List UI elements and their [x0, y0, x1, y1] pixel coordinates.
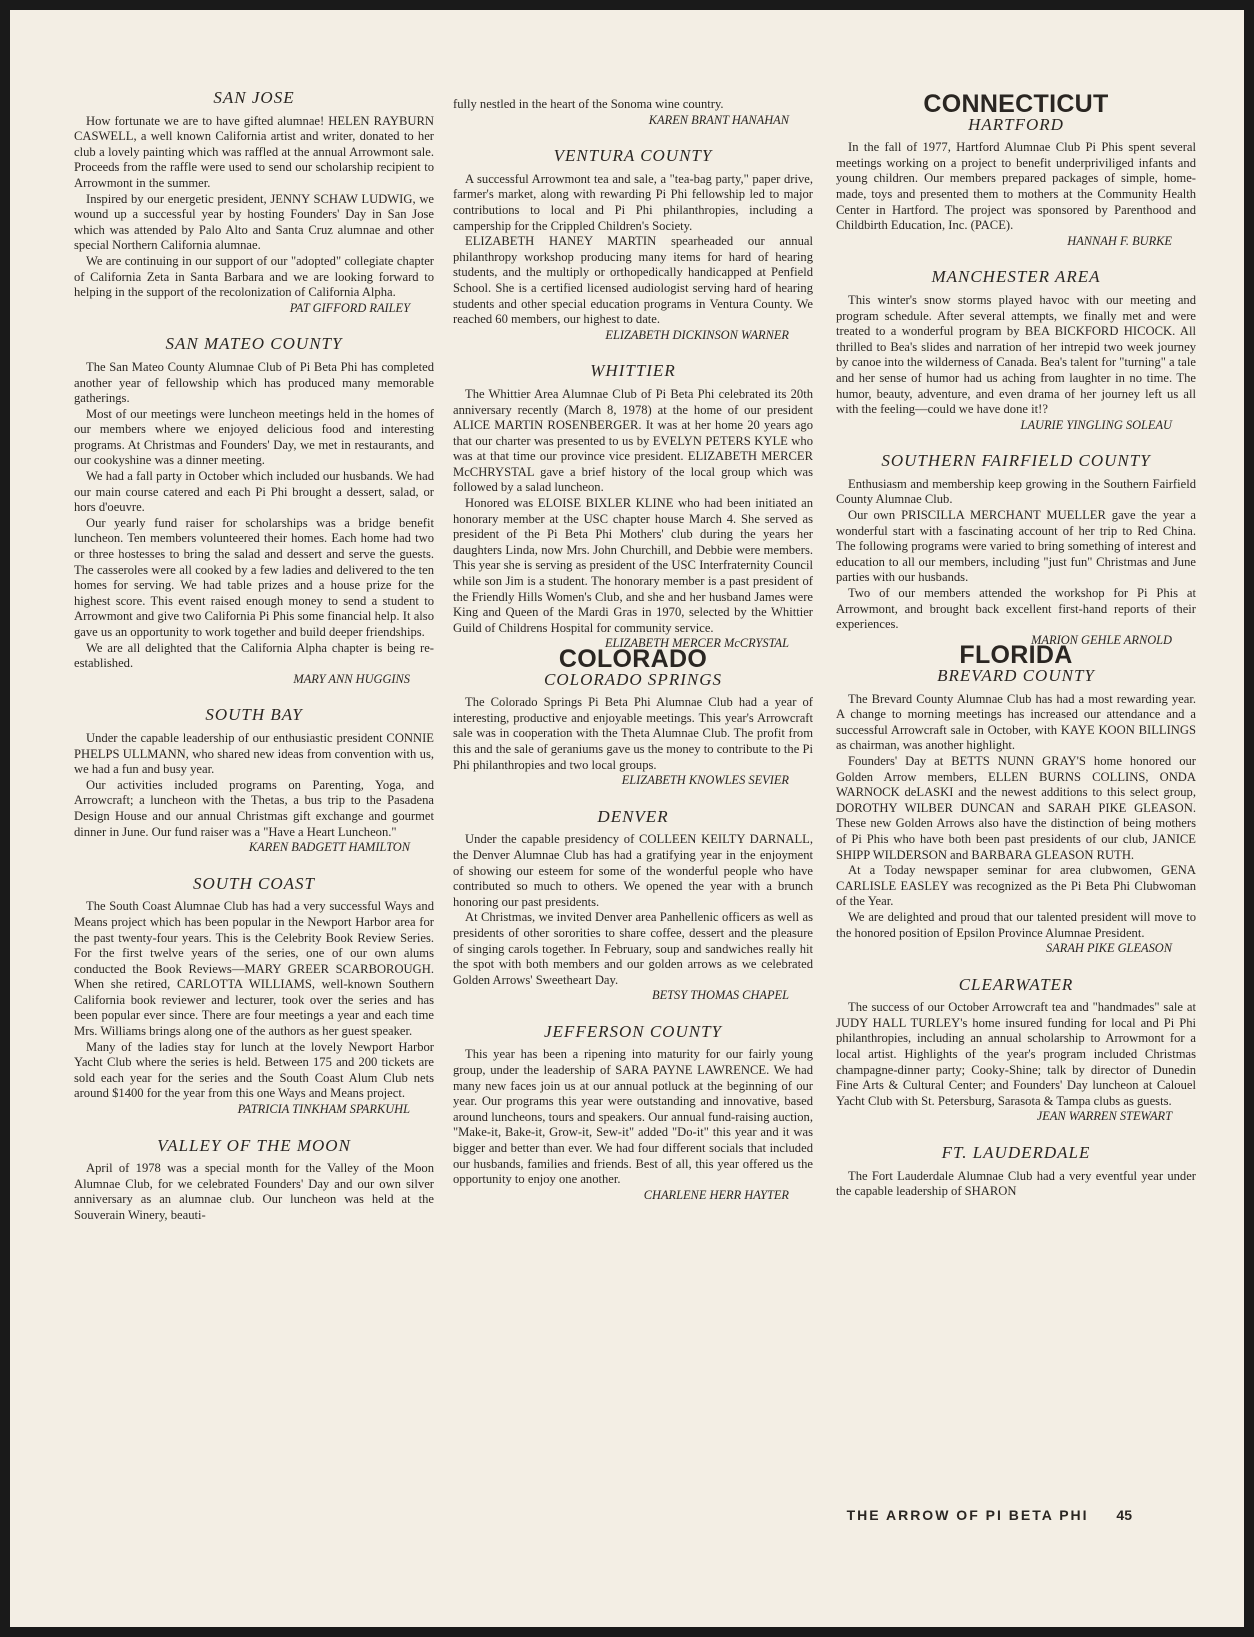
body-paragraph: The Fort Lauderdale Alumnae Club had a very eventful year under the capable leadership of SHARON	[836, 1168, 1196, 1199]
author-signature: MARY ANN HUGGINS	[293, 671, 410, 686]
body-paragraph: How fortunate we are to have gifted alumnae! HELEN RAYBURN CASWELL, a well known California artist and writer, donated to her club a lovely painting which was raffled at the annual Arrowmont sale. Proceeds from the raffle were used to send our scholarship recipient to Arrowmont in the summer.	[74, 113, 434, 190]
club-report	[453, 148, 813, 343]
club-heading: SAN JOSE	[213, 88, 295, 107]
club-heading: SOUTHERN FAIRFIELD COUNTY	[881, 451, 1151, 471]
column-3	[836, 90, 1196, 1200]
author-signature: LAURIE YINGLING SOLEAU	[1020, 417, 1172, 432]
club-report	[836, 641, 1196, 956]
author-signature: BETSY THOMAS CHAPEL	[652, 988, 789, 1003]
club-report	[836, 453, 1196, 648]
club-heading: WHITTIER	[590, 361, 676, 381]
club-report	[836, 269, 1196, 433]
author-signature: HANNAH F. BURKE	[1067, 233, 1172, 248]
club-heading: HARTFORD	[968, 114, 1064, 134]
body-paragraph: At a Today newspaper seminar for area clubwomen, GENA CARLISLE EASLEY was recognized as the Pi Beta Phi Clubwoman of the Year.	[836, 863, 1196, 909]
page-footer	[847, 1507, 1132, 1523]
author-signature: ELIZABETH DICKINSON WARNER	[605, 327, 789, 342]
club-heading: COLORADO SPRINGS	[544, 669, 722, 689]
body-paragraph: fully nestled in the heart of the Sonoma wine country.	[453, 97, 724, 111]
club-report	[453, 97, 813, 128]
body-paragraph: Inspired by our energetic president, JENNY SCHAW LUDWIG, we wound up a successful year by hosting Founders' Day in San Jose which was attended by Palo Alto and Santa Cruz alumnae and other special Northern California alumnae.	[74, 191, 434, 253]
club-heading: FT. LAUDERDALE	[941, 1143, 1091, 1163]
body-paragraph: We had a fall party in October which included our husbands. We had our main course catered and each Pi Phi brought a dessert, salad, or hors d'oeuvre.	[74, 469, 434, 515]
column-2	[453, 97, 813, 1203]
body-paragraph: Under the capable leadership of our enthusiastic president CONNIE PHELPS ULLMANN, who shared new ideas from convention with us, we had a fun and busy year.	[74, 730, 434, 777]
body-paragraph: Our yearly fund raiser for scholarships was a bridge benefit luncheon. Ten members volunteered their homes. Each home had two or three hostesses to bring the salad and dessert and serve the guests. The casseroles were all cooked by a few ladies and delivered to the ten homes for serving. We had table prizes and a house prize for the highest score. This event raised enough money to send a student to Arrowmont and give two California Pi Phis some financial help. It also gave us an opportunity to work together and build deeper friendships.	[74, 515, 434, 639]
body-paragraph: At Christmas, we invited Denver area Panhellenic officers as well as presidents of other sororities to share coffee, dessert and the pleasure of singing carols together. In February, soup and sandwiches really hit the spot with both members and our golden arrows as we celebrated Golden Arrows' Sweetheart Day.	[453, 910, 813, 987]
publication-title: THE ARROW OF PI BETA PHI	[846, 1507, 1089, 1523]
page-number: 45	[1116, 1507, 1132, 1523]
club-heading: SOUTH COAST	[193, 873, 315, 893]
body-paragraph: Enthusiasm and membership keep growing in the Southern Fairfield County Alumnae Club.	[836, 476, 1196, 507]
body-paragraph: The Whittier Area Alumnae Club of Pi Beta Phi celebrated its 20th anniversary recently (March 8, 1978) at the home of our president ALICE MARTIN ROSENBERGER. It was at her home 20 years ago that our charter was presented to us by EVELYN PETERS KYLE who was at that time our province vice president. ELIZABETH MERCER McCHRYSTAL gave a brief history of the local group which was followed by a salad luncheon.	[453, 386, 813, 495]
body-paragraph: Many of the ladies stay for lunch at the lovely Newport Harbor Yacht Club where the series is held. Between 175 and 200 tickets are sold each year for the series and the South Coast Alum Club nets around $1400 for the year from this one Ways and Means project.	[74, 1039, 434, 1101]
club-heading: SAN MATEO COUNTY	[165, 334, 343, 354]
author-signature: KAREN BADGETT HAMILTON	[248, 840, 410, 855]
club-report	[453, 645, 813, 789]
body-paragraph: We are all delighted that the California Alpha chapter is being re-established.	[74, 640, 434, 671]
body-paragraph: This year has been a ripening into maturity for our fairly young group, under the leadership of SARA PAYNE LAWRENCE. We had many new faces join us at our annual potluck at the beginning of our year. Our programs this year were outstanding and innovative, based around luncheons, tours and speakers. Our annual fund-raising auction, "Make-it, Bake-it, Grow-it, Sew-it" added "Do-it" this year and it was bigger and better than ever. We had four different socials that included our husbands, families and friends. Best of all, this year offered us the opportunity to enjoy one another.	[453, 1047, 813, 1187]
club-report	[74, 336, 434, 687]
club-report	[74, 1135, 434, 1224]
body-paragraph: The San Mateo County Alumnae Club of Pi Beta Phi has completed another year of fellowship which has produced many memorable gatherings.	[74, 359, 434, 406]
club-heading: DENVER	[597, 806, 669, 826]
body-paragraph: The Brevard County Alumnae Club has had a most rewarding year. A change to morning meetings has increased our attendance and a successful Arrowcraft sale in October, with KAYE KOON BILLINGS as chairman, was another highlight.	[836, 691, 1196, 753]
magazine-page	[10, 10, 1244, 1627]
club-report	[453, 806, 813, 1004]
club-heading: SOUTH BAY	[205, 705, 303, 725]
author-signature: CHARLENE HERR HAYTER	[643, 1187, 789, 1202]
body-paragraph: Honored was ELOISE BIXLER KLINE who had been initiated an honorary member at the USC chapter house March 4. She served as president of the Pi Beta Phi Mothers' club during the years her daughters Linda, now Mrs. John Churchill, and Debbie were members. This year she is serving as president of the USC Interfraternity Council while son Jim is a student. The honorary member is a past president of the Friendly Hills Women's Club, and she and her husband James were King and Queen of the Mardi Gras in 1970, selected by the Whittier Guild of Childrens Hospital for community service.	[453, 496, 813, 635]
author-signature: JEAN WARREN STEWART	[1036, 1109, 1172, 1124]
body-paragraph: Our own PRISCILLA MERCHANT MUELLER gave the year a wonderful start with a fascinating account of her trip to Red China. The following programs were varied to bring something of interest and education to all our members, including "just fun" Christmas and June parties with our husbands.	[836, 508, 1196, 585]
body-paragraph: ELIZABETH HANEY MARTIN spearheaded our annual philanthropy workshop producing many items for hard of hearing students, and the multiply or orthopedically handicapped at Penfield School. She is a certified licensed audiologist serving hard of hearing students and other special education programs in Ventura County. We reached 60 members, our highest to date.	[453, 234, 813, 327]
state-heading: FLORIDA	[959, 641, 1073, 670]
body-paragraph: Under the capable presidency of COLLEEN KEILTY DARNALL, the Denver Alumnae Club has had a gratifying year in the enjoyment of showing our esteem for some of the wonderful people who have contributed so much to others. We opened the year with a brunch honoring our past presidents.	[453, 832, 813, 909]
author-signature: MARION GEHLE ARNOLD	[1031, 632, 1172, 647]
column-1	[74, 90, 434, 1224]
club-report	[74, 90, 434, 316]
body-paragraph: In the fall of 1977, Hartford Alumnae Club Pi Phis spent several meetings working on a project to benefit underpriviliged infants and young children. Our members prepared packages of simple, home-made, toys and presented them to mothers at the Community Health Center in Hartford. The project was sponsored by Parenthood and Childbirth Education, Inc. (PACE).	[836, 140, 1196, 233]
club-heading: VENTURA COUNTY	[553, 146, 713, 166]
body-paragraph: The South Coast Alumnae Club has had a very successful Ways and Means project which has been popular in the Newport Harbor area for the past twenty-four years. This is the Celebrity Book Review Series. For the first twelve years of the series, one of our own alums conducted the Book Reviews—MARY GREER SCARBOROUGH. When she retired, CARLOTTA WILLIAMS, well-known Southern California book reviewer and lecturer, took over the series and has been popular ever since. There are four meetings a year and each time Mrs. Williams brings along one of the authors as her guest speaker.	[74, 899, 434, 1039]
club-report	[836, 1145, 1196, 1200]
author-signature: ELIZABETH MERCER McCRYSTAL	[604, 636, 789, 651]
body-paragraph: Most of our meetings were luncheon meetings held in the homes of our members where we enjoyed delicious food and interesting programs. At Christmas and Founders' Day, we met in restaurants, and our cookyshine was a dinner meeting.	[74, 406, 434, 468]
author-signature: KAREN BRANT HANAHAN	[648, 112, 789, 127]
author-signature: PAT GIFFORD RAILEY	[289, 300, 410, 315]
club-heading: JEFFERSON COUNTY	[544, 1021, 722, 1041]
club-heading: VALLEY OF THE MOON	[157, 1135, 351, 1155]
club-report	[836, 974, 1196, 1125]
body-paragraph: We are continuing in our support of our "adopted" collegiate chapter of California Zeta in Santa Barbara and we are looking forward to helping in the support of the recolonization of California Alpha.	[74, 253, 434, 300]
body-paragraph: A successful Arrowmont tea and sale, a "tea-bag party," paper drive, farmer's market, along with rewarding Pi Phi fellowship led to major contributions to local and Pi Phi philanthropies, including a campership for the Crippled Children's Society.	[453, 171, 813, 233]
body-paragraph: The Colorado Springs Pi Beta Phi Alumnae Club had a year of interesting, productive and enjoyable meetings. This year's Arrowcraft sale was in cooperation with the Theta Alumnae Club. The profit from this and the sale of geraniums gave us the money to contribute to the Pi Phi philanthropies and two local groups.	[453, 695, 813, 772]
club-heading: MANCHESTER AREA	[931, 267, 1101, 287]
body-paragraph: This winter's snow storms played havoc with our meeting and program schedule. After several attempts, we finally met and were treated to a wonderful program by BEA BICKFORD HICOCK. All thrilled to Bea's slides and narration of her intrepid two week journey by canoe into the wilderness of Canada. Bea's talent for "turning" a tale and her sense of humor had us aching from laughter in no time. The humor, beauty, adventure, and even drama of her journey left us all with the feeling—could we have done it!?	[836, 292, 1196, 417]
body-paragraph: Founders' Day at BETTS NUNN GRAY'S home honored our Golden Arrow members, ELLEN BURNS COLLINS, ONDA WARNOCK deLASKI and the newest additions to this select group, DOROTHY WILBER DUNCAN and SARAH PIKE GLEASON. These new Golden Arrows also have the distinction of being mothers of Pi Phis who have both been past presidents of our club, JANICE SHIPP WILDERSON and BARBARA GLEASON RUTH.	[836, 753, 1196, 862]
author-signature: SARAH PIKE GLEASON	[1046, 941, 1172, 956]
club-report	[836, 90, 1196, 249]
club-report	[453, 363, 813, 652]
author-signature: ELIZABETH KNOWLES SEVIER	[621, 773, 789, 788]
body-paragraph: Our activities included programs on Parenting, Yoga, and Arrowcraft; a luncheon with the Thetas, a bus trip to the Pasadena Design House and our annual Christmas gift exchange and gourmet dinner in June. Our fund raiser was a "Have a Heart Luncheon."	[74, 777, 434, 839]
state-heading: COLORADO	[558, 645, 708, 673]
club-report	[74, 873, 434, 1118]
body-paragraph: April of 1978 was a special month for the Valley of the Moon Alumnae Club, for we celebrated Founders' Day and our own silver anniversary as an alumnae club. Our luncheon was held at the Souverain Winery, beauti-	[74, 1161, 434, 1222]
state-heading: CONNECTICUT	[923, 90, 1109, 118]
body-paragraph: Two of our members attended the workshop for Pi Phis at Arrowmont, and brought back excellent first-hand reports of their experiences.	[836, 586, 1196, 632]
club-heading: BREVARD COUNTY	[937, 666, 1095, 685]
author-signature: PATRICIA TINKHAM SPARKUHL	[237, 1102, 410, 1117]
club-heading: CLEARWATER	[958, 974, 1074, 994]
club-report	[453, 1021, 813, 1204]
body-paragraph: We are delighted and proud that our talented president will move to the honored position of Epsilon Province Alumnae President.	[836, 909, 1196, 940]
club-report	[74, 707, 434, 855]
body-paragraph: The success of our October Arrowcraft tea and "handmades" sale at JUDY HALL TURLEY's home insured funding for local and Pi Phi philanthropies, including an annual scholarship to Arrowmont for a local artist. Highlights of the year's program included Christmas champagne-dinner party; Cooky-Shine; talk by director of Dunedin Fine Arts & Cultural Center; and Founders' Day luncheon at Calouel Yacht Club with St. Petersburg, Sarasota & Tampa clubs as guests.	[836, 1000, 1196, 1108]
